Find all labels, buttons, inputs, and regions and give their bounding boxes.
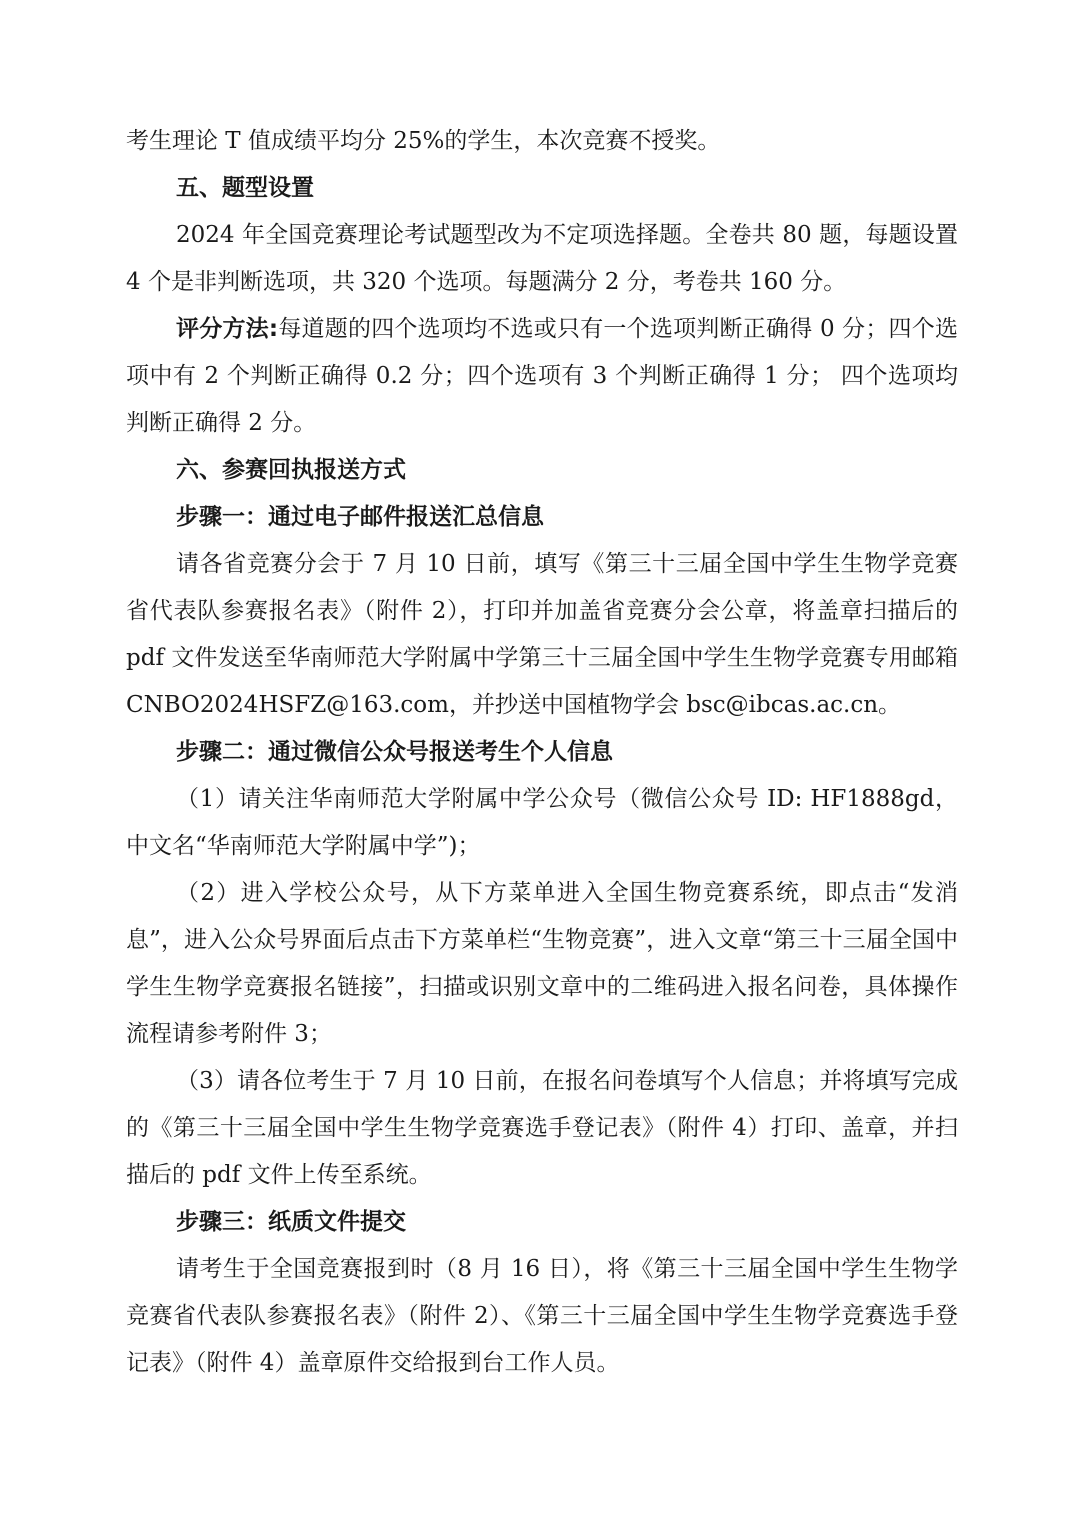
scoring-method-label: 评分方法: <box>176 316 279 342</box>
scoring-method-text: 每道题的四个选项均不选或只有一个选项判断正确得 0 分；四个选项中有 2 个判断正确得 0.2 分；四个选项有 3 个判断正确得 1 分； 四个选项均判断正确得 2 分。 <box>126 316 958 436</box>
section-5-heading: 五、题型设置 <box>176 175 314 201</box>
question-type-paragraph: 2024 年全国竞赛理论考试题型改为不定项选择题。全卷共 80 题，每题设置 4 个是非判断选项，共 320 个选项。每题满分 2 分，考卷共 160 分。 <box>126 222 958 295</box>
document-page <box>126 118 958 1387</box>
step-2-item-1: （1）请关注华南师范大学附属中学公众号（微信公众号 ID: HF1888gd，中文名“华南师范大学附属中学”)； <box>126 786 958 859</box>
step-3-paragraph: 请考生于全国竞赛报到时（8 月 16 日），将《第三十三届全国中学生生物学竞赛省代表队参赛报名表》（附件 2）、《第三十三届全国中学生生物学竞赛选手登记表》（附件 4）盖章原件交给报到台工作人员。 <box>126 1256 958 1376</box>
section-6-heading: 六、参赛回执报送方式 <box>176 457 406 483</box>
intro-paragraph: 考生理论 T 值成绩平均分 25%的学生，本次竞赛不授奖。 <box>126 128 721 154</box>
step-2-item-2: （2）进入学校公众号，从下方菜单进入全国生物竞赛系统，即点击“发消息”，进入公众号界面后点击下方菜单栏“生物竞赛”，进入文章“第三十三届全国中学生生物学竞赛报名链接”，扫描或识别文章中的二维码进入报名问卷，具体操作流程请参考附件 3； <box>126 880 958 1047</box>
step-2-item-3: （3）请各位考生于 7 月 10 日前，在报名问卷填写个人信息；并将填写完成的《第三十三届全国中学生生物学竞赛选手登记表》（附件 4）打印、盖章，并扫描后的 pdf 文件上传至系统。 <box>126 1068 958 1188</box>
step-2-title: 步骤二：通过微信公众号报送考生个人信息 <box>176 739 613 765</box>
step-1-title: 步骤一：通过电子邮件报送汇总信息 <box>176 504 544 530</box>
step-3-title: 步骤三：纸质文件提交 <box>176 1209 406 1235</box>
step-1-paragraph: 请各省竞赛分会于 7 月 10 日前，填写《第三十三届全国中学生生物学竞赛省代表队参赛报名表》（附件 2），打印并加盖省竞赛分会公章，将盖章扫描后的 pdf 文件发送至华南师范大学附属中学第三十三届全国中学生生物学竞赛专用邮箱 CNBO2024HSFZ@163.com，并抄送中国植物学会 bsc@ibcas.ac.cn。 <box>126 551 958 718</box>
scoring-method-paragraph <box>126 306 958 447</box>
